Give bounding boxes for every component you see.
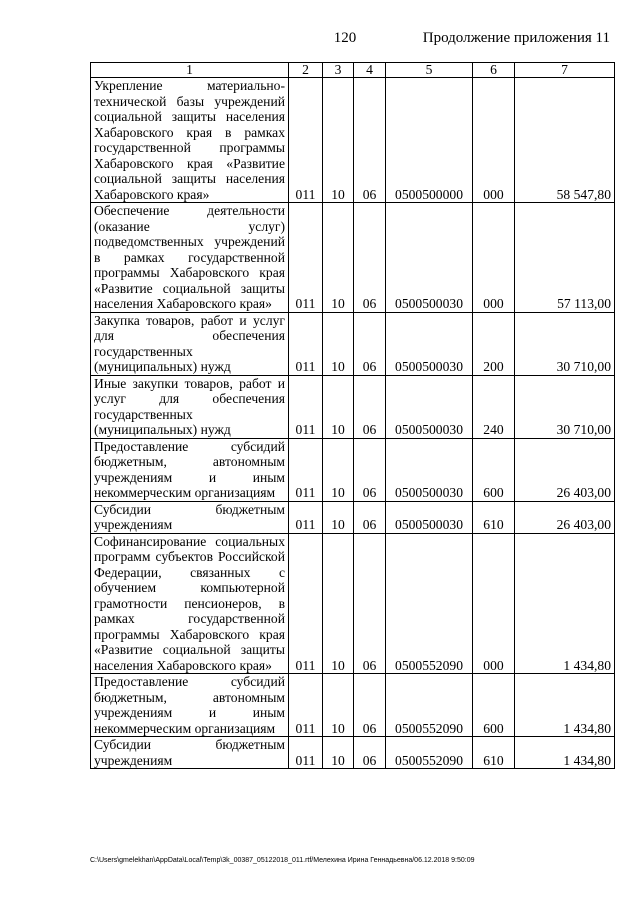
row-amount: 1 434,80 <box>515 737 615 769</box>
row-subsection-code: 06 <box>354 533 386 674</box>
row-name: Обеспечение деятельности (оказание услуг) подведомственных учреждений в рамках государственной программы Хабаровского края «Развитие социальной защиты населения Хабаровского края» <box>91 203 289 313</box>
column-header: 4 <box>354 63 386 78</box>
document-path-footer: C:\Users\gmelekhan\AppData\Local\Temp\3k_00387_05122018_011.rtf/Мелехина Ирина Геннадьевна/06.12.2018 9:50:09 <box>90 857 475 864</box>
row-target-code: 0500552090 <box>386 674 473 737</box>
row-amount: 57 113,00 <box>515 203 615 313</box>
row-target-code: 0500500030 <box>386 501 473 533</box>
row-name: Предоставление субсидий бюджетным, автономным учреждениям и иным некоммерческим организациям <box>91 674 289 737</box>
table-row <box>91 312 615 375</box>
row-target-code: 0500500030 <box>386 375 473 438</box>
row-expense-type-code: 600 <box>473 674 515 737</box>
row-subsection-code: 06 <box>354 737 386 769</box>
row-ministry-code: 011 <box>289 674 323 737</box>
row-expense-type-code: 000 <box>473 533 515 674</box>
row-section-code: 10 <box>323 674 354 737</box>
row-expense-type-code: 200 <box>473 312 515 375</box>
column-header: 3 <box>323 63 354 78</box>
row-name: Предоставление субсидий бюджетным, автономным учреждениям и иным некоммерческим организациям <box>91 438 289 501</box>
row-ministry-code: 011 <box>289 438 323 501</box>
row-name: Закупка товаров, работ и услуг для обеспечения государственных (муниципальных) нужд <box>91 312 289 375</box>
row-name: Укрепление материально-технической базы учреждений социальной защиты населения Хабаровского края в рамках государственной программы Хабаровского края «Развитие социальной защиты населения Хабаровского края» <box>91 78 289 203</box>
row-ministry-code: 011 <box>289 501 323 533</box>
row-section-code: 10 <box>323 78 354 203</box>
row-name: Субсидии бюджетным учреждениям <box>91 737 289 769</box>
row-name: Софинансирование социальных программ субъектов Российской Федерации, связанных с обучением компьютерной грамотности пенсионеров, в рамках государственной программы Хабаровского края «Развитие социальной защиты населения Хабаровского края» <box>91 533 289 674</box>
table-row <box>91 203 615 313</box>
row-target-code: 0500500030 <box>386 438 473 501</box>
row-ministry-code: 011 <box>289 203 323 313</box>
row-target-code: 0500552090 <box>386 737 473 769</box>
row-expense-type-code: 240 <box>473 375 515 438</box>
row-amount: 26 403,00 <box>515 438 615 501</box>
row-amount: 30 710,00 <box>515 375 615 438</box>
budget-table <box>90 62 615 769</box>
row-section-code: 10 <box>323 203 354 313</box>
row-target-code: 0500500030 <box>386 203 473 313</box>
row-amount: 26 403,00 <box>515 501 615 533</box>
row-target-code: 0500500000 <box>386 78 473 203</box>
column-header: 5 <box>386 63 473 78</box>
appendix-note: Продолжение приложения 11 <box>422 30 610 46</box>
table-row <box>91 533 615 674</box>
table-row <box>91 501 615 533</box>
row-expense-type-code: 610 <box>473 501 515 533</box>
table-row <box>91 674 615 737</box>
row-amount: 1 434,80 <box>515 674 615 737</box>
row-expense-type-code: 600 <box>473 438 515 501</box>
row-subsection-code: 06 <box>354 203 386 313</box>
row-expense-type-code: 000 <box>473 78 515 203</box>
row-target-code: 0500500030 <box>386 312 473 375</box>
column-header: 6 <box>473 63 515 78</box>
row-amount: 1 434,80 <box>515 533 615 674</box>
row-subsection-code: 06 <box>354 674 386 737</box>
row-section-code: 10 <box>323 375 354 438</box>
row-section-code: 10 <box>323 501 354 533</box>
table-row <box>91 737 615 769</box>
column-header: 2 <box>289 63 323 78</box>
row-amount: 30 710,00 <box>515 312 615 375</box>
row-ministry-code: 011 <box>289 78 323 203</box>
row-ministry-code: 011 <box>289 737 323 769</box>
row-subsection-code: 06 <box>354 375 386 438</box>
row-ministry-code: 011 <box>289 375 323 438</box>
row-subsection-code: 06 <box>354 78 386 203</box>
table-row <box>91 438 615 501</box>
row-ministry-code: 011 <box>289 533 323 674</box>
row-subsection-code: 06 <box>354 438 386 501</box>
row-expense-type-code: 610 <box>473 737 515 769</box>
column-header: 7 <box>515 63 615 78</box>
row-name: Субсидии бюджетным учреждениям <box>91 501 289 533</box>
page-number: 120 <box>333 30 357 46</box>
table-header-row <box>91 63 615 78</box>
row-target-code: 0500552090 <box>386 533 473 674</box>
table-row <box>91 375 615 438</box>
column-header: 1 <box>91 63 289 78</box>
row-ministry-code: 011 <box>289 312 323 375</box>
row-amount: 58 547,80 <box>515 78 615 203</box>
row-section-code: 10 <box>323 533 354 674</box>
row-section-code: 10 <box>323 737 354 769</box>
row-section-code: 10 <box>323 438 354 501</box>
row-name: Иные закупки товаров, работ и услуг для обеспечения государственных (муниципальных) нужд <box>91 375 289 438</box>
row-subsection-code: 06 <box>354 312 386 375</box>
table-row <box>91 78 615 203</box>
row-section-code: 10 <box>323 312 354 375</box>
row-subsection-code: 06 <box>354 501 386 533</box>
row-expense-type-code: 000 <box>473 203 515 313</box>
